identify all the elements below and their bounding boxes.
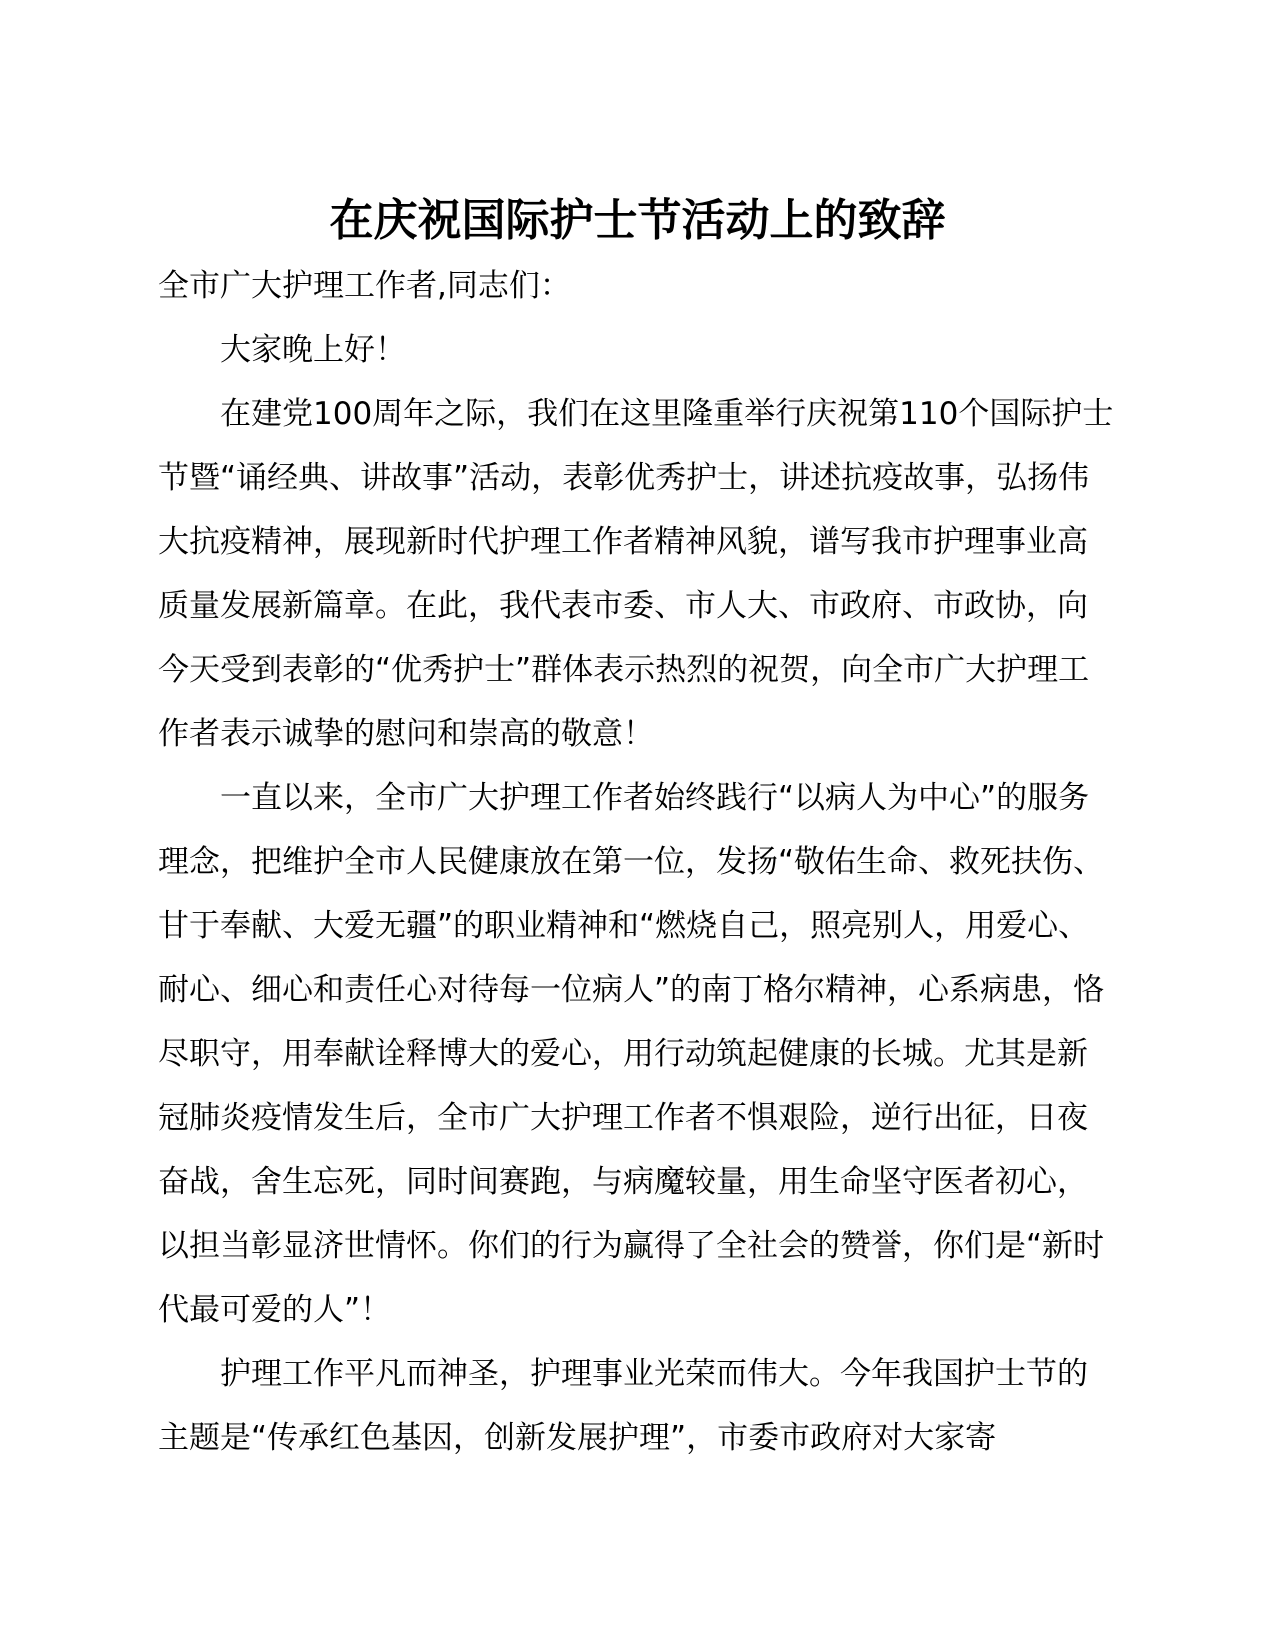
paragraph-achievements: 一直以来，全市广大护理工作者始终践行“以病人为中心”的服务理念，把维护全市人民健康放在第一位，发扬“敬佑生命、救死扶伤、甘于奉献、大爱无疆”的职业精神和“燃烧自己，照亮别人，用爱心、耐心、细心和责任心对待每一位病人”的南丁格尔精神，心系病患，恪尽职守，用奉献诠释博大的爱心，用行动筑起健康的长城。尤其是新冠肺炎疫情发生后，全市广大护理工作者不惧艰险，逆行出征，日夜奋战，舍生忘死，同时间赛跑，与病魔较量，用生命坚守医者初心，以担当彰显济世情怀。你们的行为赢得了全社会的赞誉，你们是“新时代最可爱的人”！: [158, 780, 1105, 1328]
document-body: [158, 254, 1118, 1470]
paragraph-theme: 护理工作平凡而神圣，护理事业光荣而伟大。今年我国护士节的主题是“传承红色基因，创新发展护理”，市委市政府对大家寄: [158, 1356, 1088, 1456]
document-title: 在庆祝国际护士节活动上的致辞: [329, 195, 946, 246]
salutation: 全市广大护理工作者,同志们：: [158, 268, 571, 304]
paragraph-greeting: 大家晚上好！: [220, 332, 406, 368]
paragraph-opening: 在建党100周年之际，我们在这里隆重举行庆祝第110个国际护士节暨“诵经典、讲故事”活动，表彰优秀护士，讲述抗疫故事，弘扬伟大抗疫精神，展现新时代护理工作者精神风貌，谱写我市护理事业高质量发展新篇章。在此，我代表市委、市人大、市政府、市政协，向今天受到表彰的“优秀护士”群体表示热烈的祝贺，向全市广大护理工作者表示诚挚的慰问和崇高的敬意！: [158, 396, 1114, 752]
